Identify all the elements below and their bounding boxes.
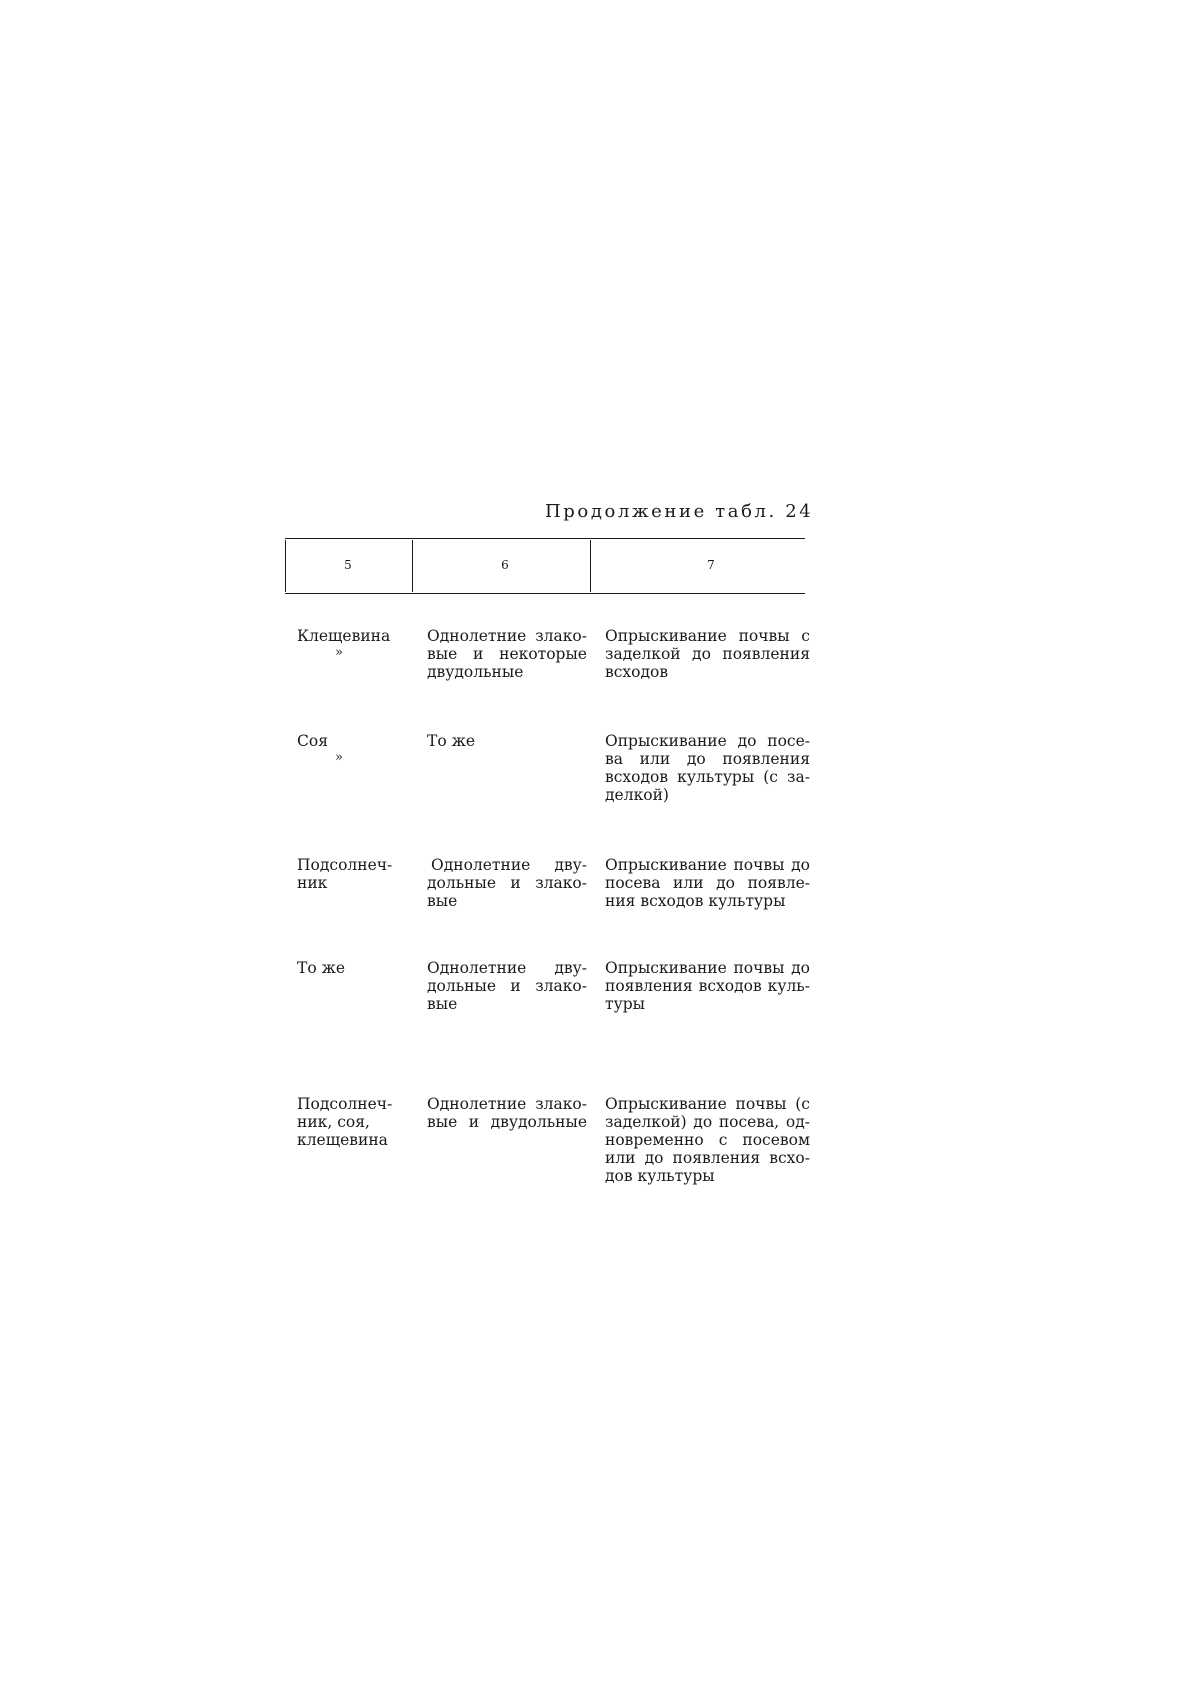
crop-line: ник bbox=[297, 874, 328, 892]
method-line: или до появления всхо- bbox=[605, 1149, 810, 1167]
weeds-line: дольные и злако- bbox=[427, 874, 587, 892]
header-bottom-rule bbox=[285, 593, 805, 594]
crop-line: Подсолнеч- bbox=[297, 856, 393, 874]
method-line: Опрыскивание до посе- bbox=[605, 732, 810, 750]
weeds-line: вые bbox=[427, 892, 458, 910]
method-line: заделкой до появления bbox=[605, 645, 810, 663]
method-line: заделкой) до посева, од- bbox=[605, 1113, 810, 1131]
method-cell bbox=[605, 1095, 810, 1185]
header-top-rule bbox=[285, 538, 805, 539]
weeds-line: вые bbox=[427, 995, 458, 1013]
weeds-line: Однолетние злако- bbox=[427, 1095, 587, 1113]
weeds-line: Однолетние дву- bbox=[431, 856, 587, 874]
weeds-cell bbox=[427, 856, 587, 910]
crop-line: Подсолнеч- bbox=[297, 1095, 393, 1113]
method-cell bbox=[605, 732, 810, 804]
crop-line: То же bbox=[297, 959, 346, 977]
crop-line: клещевина bbox=[297, 1131, 388, 1149]
weeds-line: вые и некоторые bbox=[427, 645, 587, 663]
method-cell bbox=[605, 856, 810, 910]
method-line: появления всходов куль- bbox=[605, 977, 810, 995]
weeds-line: вые и двудольные bbox=[427, 1113, 587, 1131]
crop-line: ник, соя, bbox=[297, 1113, 370, 1131]
weeds-line: То же bbox=[427, 732, 476, 750]
method-line: дов культуры bbox=[605, 1167, 715, 1185]
method-line: Опрыскивание почвы (с bbox=[605, 1095, 810, 1113]
table-caption: Продолжение табл. 24 bbox=[545, 501, 814, 522]
weeds-cell bbox=[427, 959, 587, 1013]
method-line: ва или до появления bbox=[605, 750, 810, 768]
column-number-7: 7 bbox=[707, 558, 715, 572]
column-number-6: 6 bbox=[501, 558, 509, 572]
header-separator-left bbox=[285, 540, 286, 592]
weeds-line: Однолетние дву- bbox=[427, 959, 587, 977]
method-cell bbox=[605, 627, 810, 681]
weeds-cell bbox=[427, 732, 587, 750]
crop-line: Соя bbox=[297, 732, 328, 750]
method-line: новременно с посевом bbox=[605, 1131, 810, 1149]
crop-cell bbox=[297, 856, 409, 892]
method-line: всходов культуры (с за- bbox=[605, 768, 810, 786]
crop-cell bbox=[297, 959, 409, 977]
ditto-mark: » bbox=[335, 645, 343, 660]
weeds-cell bbox=[427, 627, 587, 681]
method-line: посева или до появле- bbox=[605, 874, 810, 892]
header-separator-1 bbox=[412, 540, 413, 592]
method-line: Опрыскивание почвы с bbox=[605, 627, 810, 645]
method-line: ния всходов культуры bbox=[605, 892, 786, 910]
weeds-line: двудольные bbox=[427, 663, 524, 681]
crop-cell bbox=[297, 627, 409, 661]
weeds-cell bbox=[427, 1095, 587, 1131]
method-line: делкой) bbox=[605, 786, 669, 804]
method-line: туры bbox=[605, 995, 645, 1013]
ditto-mark: » bbox=[335, 750, 343, 765]
weeds-line: дольные и злако- bbox=[427, 977, 587, 995]
crop-cell bbox=[297, 1095, 409, 1149]
column-number-5: 5 bbox=[344, 558, 352, 572]
crop-cell bbox=[297, 732, 409, 766]
weeds-line: Однолетние злако- bbox=[427, 627, 587, 645]
header-separator-2 bbox=[590, 540, 591, 592]
method-cell bbox=[605, 959, 810, 1013]
method-line: Опрыскивание почвы до bbox=[605, 959, 810, 977]
method-line: Опрыскивание почвы до bbox=[605, 856, 810, 874]
crop-line: Клещевина bbox=[297, 627, 391, 645]
method-line: всходов bbox=[605, 663, 669, 681]
